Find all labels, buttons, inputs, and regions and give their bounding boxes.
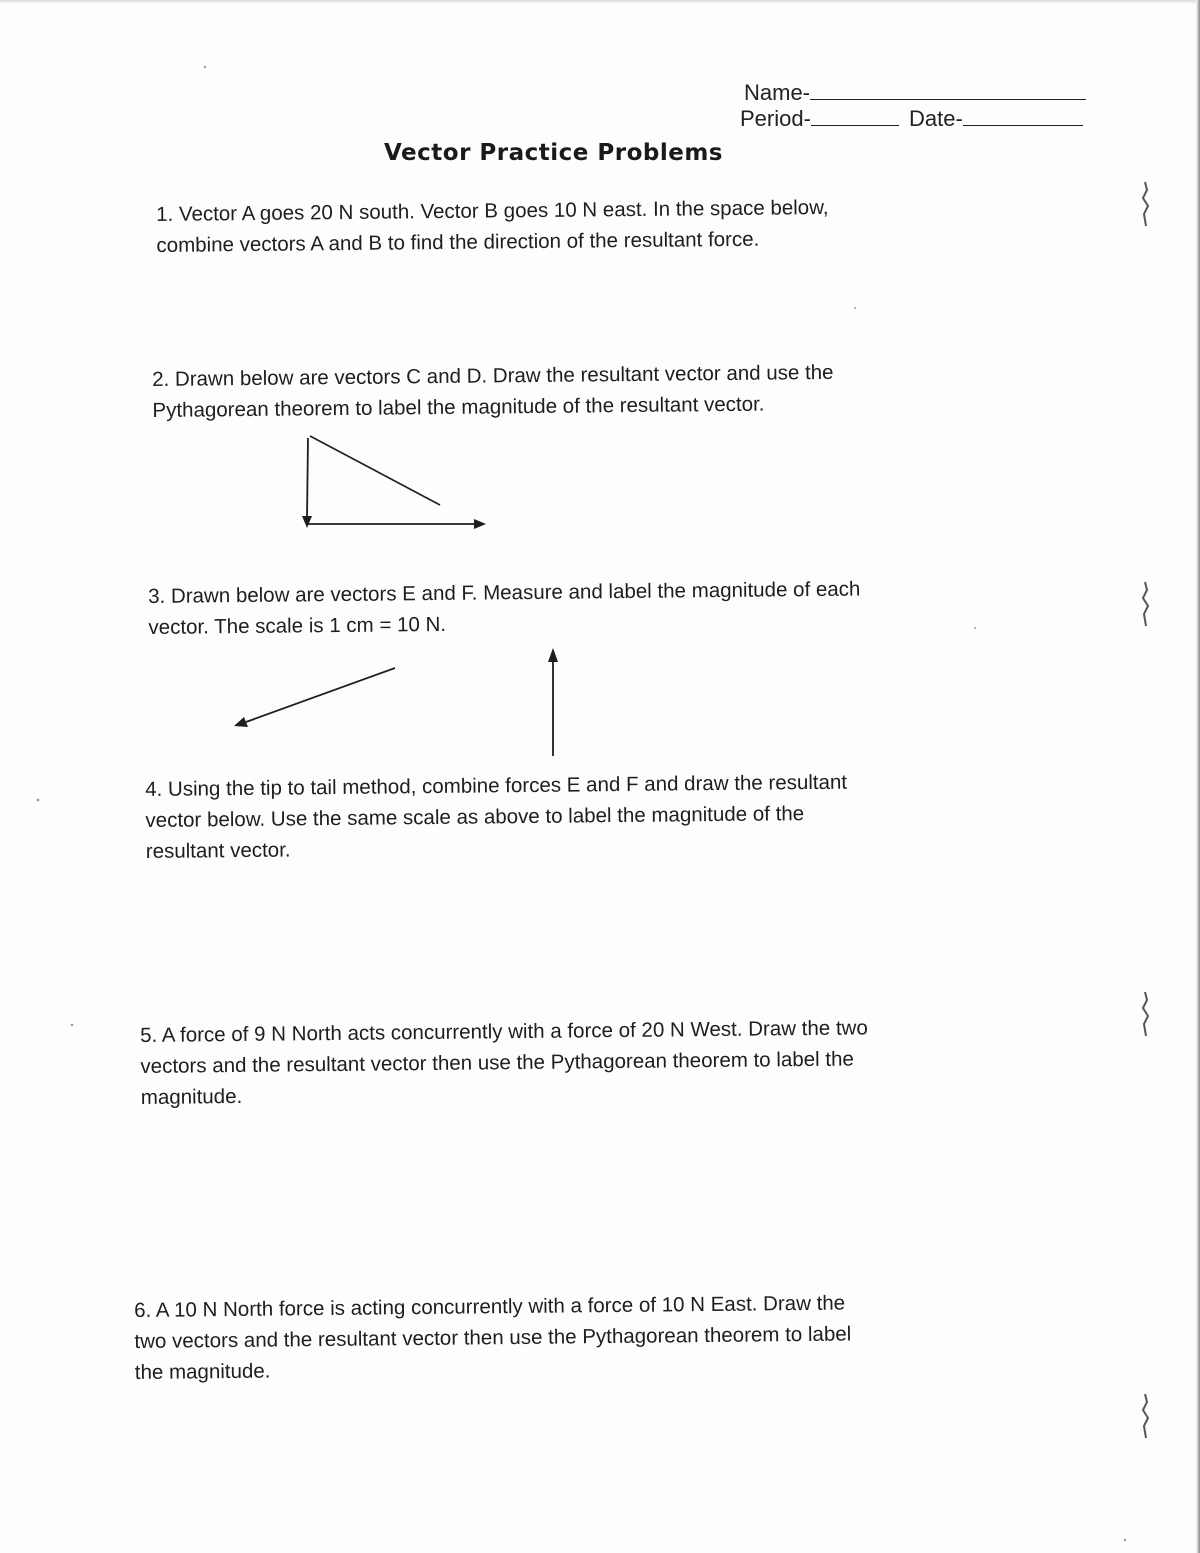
question-6-line-1: 6. A 10 N North force is acting concurrently with a force of 10 N East. Draw the: [134, 1291, 846, 1322]
vector-e-line: [246, 668, 395, 722]
vector-c-arrowhead: [302, 516, 312, 528]
speck: [974, 627, 976, 629]
date-label: Date-: [909, 106, 963, 131]
binder-mark: [1138, 990, 1152, 1038]
question-2-diagram: [302, 436, 486, 529]
scan-specks: [37, 66, 1127, 1541]
question-1-line-1: 1. Vector A goes 20 N south. Vector B goes 10 N east. In the space below,: [156, 195, 829, 226]
question-4-line-3: resultant vector.: [145, 838, 291, 863]
speck: [1124, 1539, 1126, 1541]
vector-f-arrowhead: [548, 648, 558, 662]
question-3-line-2: vector. The scale is 1 cm = 10 N.: [148, 612, 447, 639]
speck: [37, 799, 40, 802]
speck: [71, 1024, 73, 1026]
question-3-line-1: 3. Drawn below are vectors E and F. Measure and label the magnitude of each: [148, 577, 861, 608]
question-5-line-2: vectors and the resultant vector then use the Pythagorean theorem to label the: [140, 1047, 854, 1078]
binder-mark: [1138, 1392, 1152, 1440]
name-label: Name-: [744, 80, 811, 105]
question-6-line-2: two vectors and the resultant vector then use the Pythagorean theorem to label: [134, 1322, 852, 1353]
vector-c-line: [307, 438, 308, 518]
question-6-line-3: the magnitude.: [134, 1359, 271, 1384]
period-label: Period-: [740, 106, 811, 131]
vector-e-arrowhead: [234, 717, 248, 727]
page-title: Vector Practice Problems: [384, 140, 723, 166]
speck: [854, 307, 856, 309]
question-5-line-3: magnitude.: [140, 1084, 243, 1109]
binder-mark: [1138, 180, 1152, 228]
question-3-diagram: [234, 648, 558, 756]
question-4-line-1: 4. Using the tip to tail method, combine forces E and F and draw the resultant: [145, 770, 848, 801]
question-4-line-2: vector below. Use the same scale as above to label the magnitude of the: [145, 802, 805, 832]
binder-mark: [1138, 580, 1152, 628]
question-2-line-2: Pythagorean theorem to label the magnitude of the resultant vector.: [152, 392, 765, 422]
question-1-line-2: combine vectors A and B to find the direction of the resultant force.: [156, 227, 760, 257]
hypotenuse-line: [310, 436, 440, 505]
speck: [204, 66, 206, 68]
question-2-line-1: 2. Drawn below are vectors C and D. Draw the resultant vector and use the: [152, 360, 834, 391]
vector-d-arrowhead: [474, 519, 486, 529]
question-5-line-1: 5. A force of 9 N North acts concurrently with a force of 20 N West. Draw the two: [140, 1016, 868, 1047]
